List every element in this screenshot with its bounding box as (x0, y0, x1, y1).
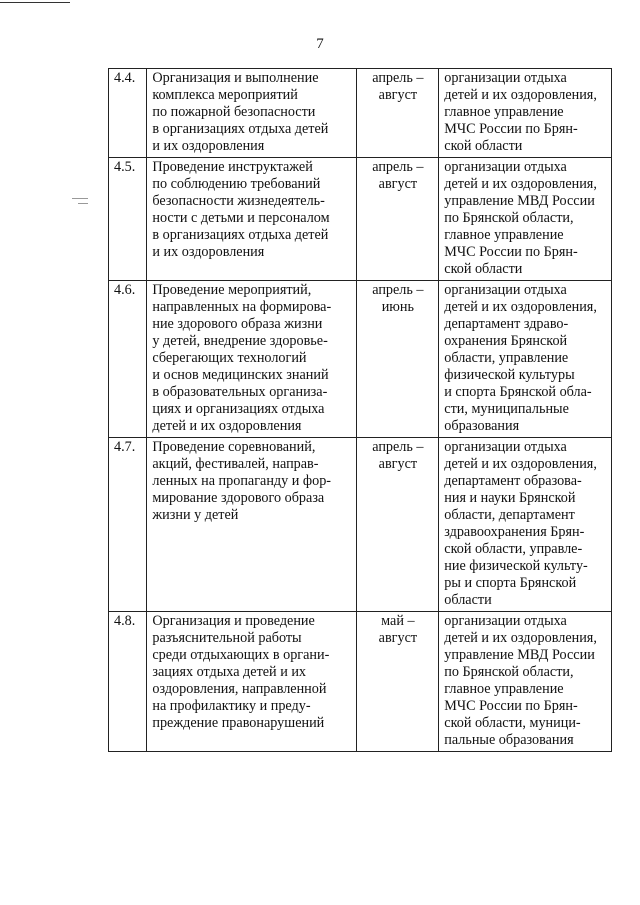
table-row (109, 69, 612, 158)
event-description: Организация и проведение разъяснительной работы среди отдыхающих в органи- зациях отдыха детей и их оздоровления, направленной на профилактику и преду- преждение правонарушений (147, 612, 357, 752)
period: апрель – август (357, 69, 439, 158)
event-description: Проведение инструктажей по соблюдению требований безопасности жизнедеятель- ности с детьми и персоналом в организациях отдыха детей и их оздоровления (147, 158, 357, 281)
responsible: организации отдыха детей и их оздоровления, управление МВД России по Брянской области, главное управление МЧС России по Брян- ской области (439, 158, 612, 281)
margin-mark (78, 203, 88, 204)
table-row (109, 158, 612, 281)
row-number: 4.4. (109, 69, 147, 158)
responsible: организации отдыха детей и их оздоровления, управление МВД России по Брянской области, главное управление МЧС России по Брян- ской области, муници- пальные образования (439, 612, 612, 752)
margin-mark (72, 198, 88, 199)
event-description: Организация и выполнение комплекса мероприятий по пожарной безопасности в организациях отдыха детей и их оздоровления (147, 69, 357, 158)
period: апрель – июнь (357, 281, 439, 438)
table-row (109, 612, 612, 752)
row-number: 4.7. (109, 438, 147, 612)
row-number: 4.6. (109, 281, 147, 438)
top-rule (0, 2, 70, 3)
table-row (109, 281, 612, 438)
row-number: 4.8. (109, 612, 147, 752)
responsible: организации отдыха детей и их оздоровления, департамент образова- ния и науки Брянской области, департамент здравоохранения Брян- ской области, управле- ние физической культу- ры и спорта Брянской области (439, 438, 612, 612)
period: май – август (357, 612, 439, 752)
responsible: организации отдыха детей и их оздоровления, главное управление МЧС России по Брян- ской области (439, 69, 612, 158)
period: апрель – август (357, 158, 439, 281)
page-number: 7 (316, 36, 324, 52)
responsible: организации отдыха детей и их оздоровления, департамент здраво- охранения Брянской области, управление физической культуры и спорта Брянской обла- сти, муниципальные образования (439, 281, 612, 438)
event-description: Проведение соревнований, акций, фестивалей, направ- ленных на пропаганду и фор- мирование здорового образа жизни у детей (147, 438, 357, 612)
table-row (109, 438, 612, 612)
period: апрель – август (357, 438, 439, 612)
row-number: 4.5. (109, 158, 147, 281)
event-description: Проведение мероприятий, направленных на формирова- ние здорового образа жизни у детей, внедрение здоровье- сберегающих технологий и основ медицинских знаний в образовательных организа- циях и организациях отдыха детей и их оздоровления (147, 281, 357, 438)
plan-table (108, 68, 612, 752)
